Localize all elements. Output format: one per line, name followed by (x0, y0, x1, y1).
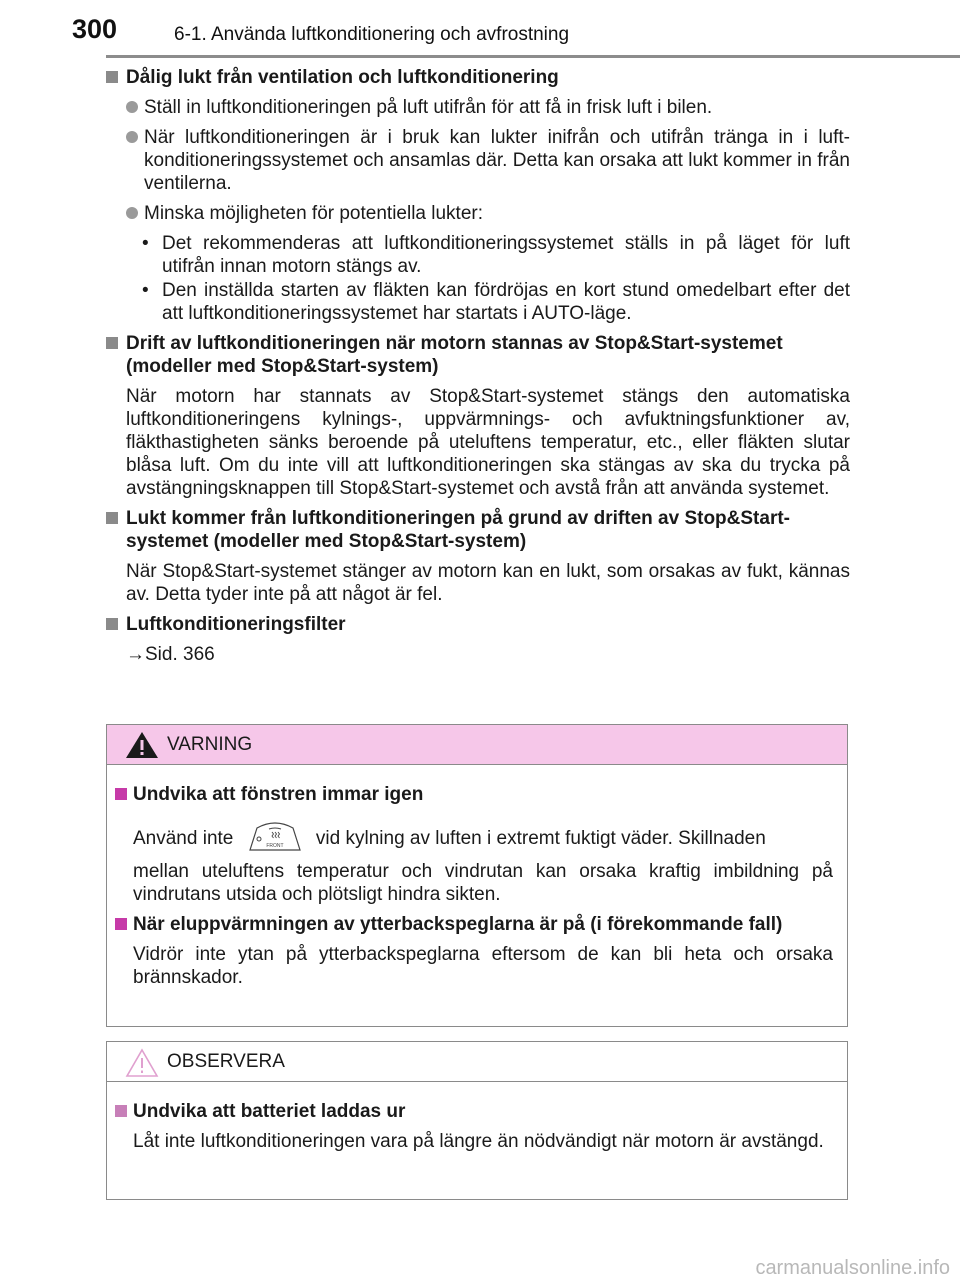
warning-header (107, 725, 847, 765)
notice-title: OBSERVERA (167, 1051, 285, 1072)
section-text-stopstart: När motorn har stannats av Stop&Start-systemet stängs den automatiska luftkonditioneringens kylnings-, uppvärmnings- och avfuktningsfunktioner av, fläkthastigheten sänks beroende på uteluftens temperatur, etc., eller fläkten slutar blåsa luft. Om du inte vill att luftkonditioneringen ska stängas av ska du trycka på avstängningsknappen till Stop&Start-systemet och avstå från att använda systemet. (126, 386, 850, 499)
sub-item: • Det rekommenderas att luftkonditioneringssystemet ställs in på läget för luft utifrån innan motorn stängs av. (142, 233, 850, 277)
page-header (0, 0, 960, 60)
bullet-icon (126, 131, 138, 143)
warning-text-fog-cont: mellan uteluftens temperatur och vindrutan kan orsaka kraftig imbildning på vindrutans utsida och plötsligt hindra sikten. (133, 861, 833, 905)
bullet-item: Ställ in luftkonditioneringen på luft utifrån för att få in frisk luft i bilen. (104, 96, 850, 119)
watermark: carmanualsonline.info (755, 1257, 950, 1279)
notice-box (106, 1041, 848, 1200)
warning-triangle-icon (125, 731, 159, 759)
section-heading-filter: Luftkonditioneringsfilter (104, 613, 850, 636)
section-heading-stopstart-odor: Lukt kommer från luftkonditioneringen på grund av driften av Stop&Start-systemet (modeller med Stop&Start-system) (104, 507, 850, 553)
sub-item: • Den inställda starten av fläkten kan fördröjas en kort stund omedelbart efter det att luftkonditioneringssystemet har startats i AUTO-läge. (142, 280, 850, 324)
bullet-icon (126, 207, 138, 219)
notice-heading-battery: Undvika att batteriet laddas ur (113, 1100, 833, 1123)
bullet-icon (126, 101, 138, 113)
section-heading-stopstart: Drift av luftkonditioneringen när motorn stannas av Stop&Start-systemet (modeller med Stop&Start-system) (104, 332, 850, 378)
section-heading-odor: Dålig lukt från ventilation och luftkonditionering (104, 66, 850, 89)
warning-text-mirrors: Vidrör inte ytan på ytterbackspeglarna eftersom de kan bli heta och orsaka brännskador. (133, 944, 833, 988)
main-content (104, 66, 850, 673)
page-number: 300 (72, 14, 118, 44)
warning-text-fog: Använd inte FRONT vid kylning av luften i extremt fuktigt väder. Skillnaden (113, 822, 833, 856)
warning-heading-fog: Undvika att fönstren immar igen (113, 783, 833, 806)
warning-title: VARNING (167, 734, 253, 755)
notice-header (107, 1042, 847, 1082)
chapter-title: 6-1. Använda luftkonditionering och avfrostning (174, 24, 570, 45)
section-text-stopstart-odor: När Stop&Start-systemet stänger av motorn kan en lukt, som orsakas av fukt, kännas av. Detta tyder inte på att något är fel. (126, 561, 850, 605)
bullet-item: När luftkonditioneringen är i bruk kan lukter inifrån och utifrån tränga in i luft-konditioneringssystemet och ansamlas där. Detta kan orsaka att lukt kommer in från ventilerna. (104, 126, 850, 195)
front-defrost-button-icon (247, 819, 303, 853)
svg-text:FRONT: FRONT (266, 842, 284, 849)
page-reference-link[interactable]: →Sid. 366 (126, 644, 215, 665)
caution-triangle-icon (125, 1048, 159, 1078)
warning-box (106, 724, 848, 1027)
notice-text-battery: Låt inte luftkonditioneringen vara på längre än nödvändigt när motorn är avstängd. (133, 1131, 824, 1152)
warning-heading-mirrors: När eluppvärmningen av ytterbackspeglarna är på (i förekommande fall) (113, 913, 833, 936)
bullet-item: Minska möjligheten för potentiella lukter: (104, 202, 850, 225)
header-divider (106, 55, 960, 58)
